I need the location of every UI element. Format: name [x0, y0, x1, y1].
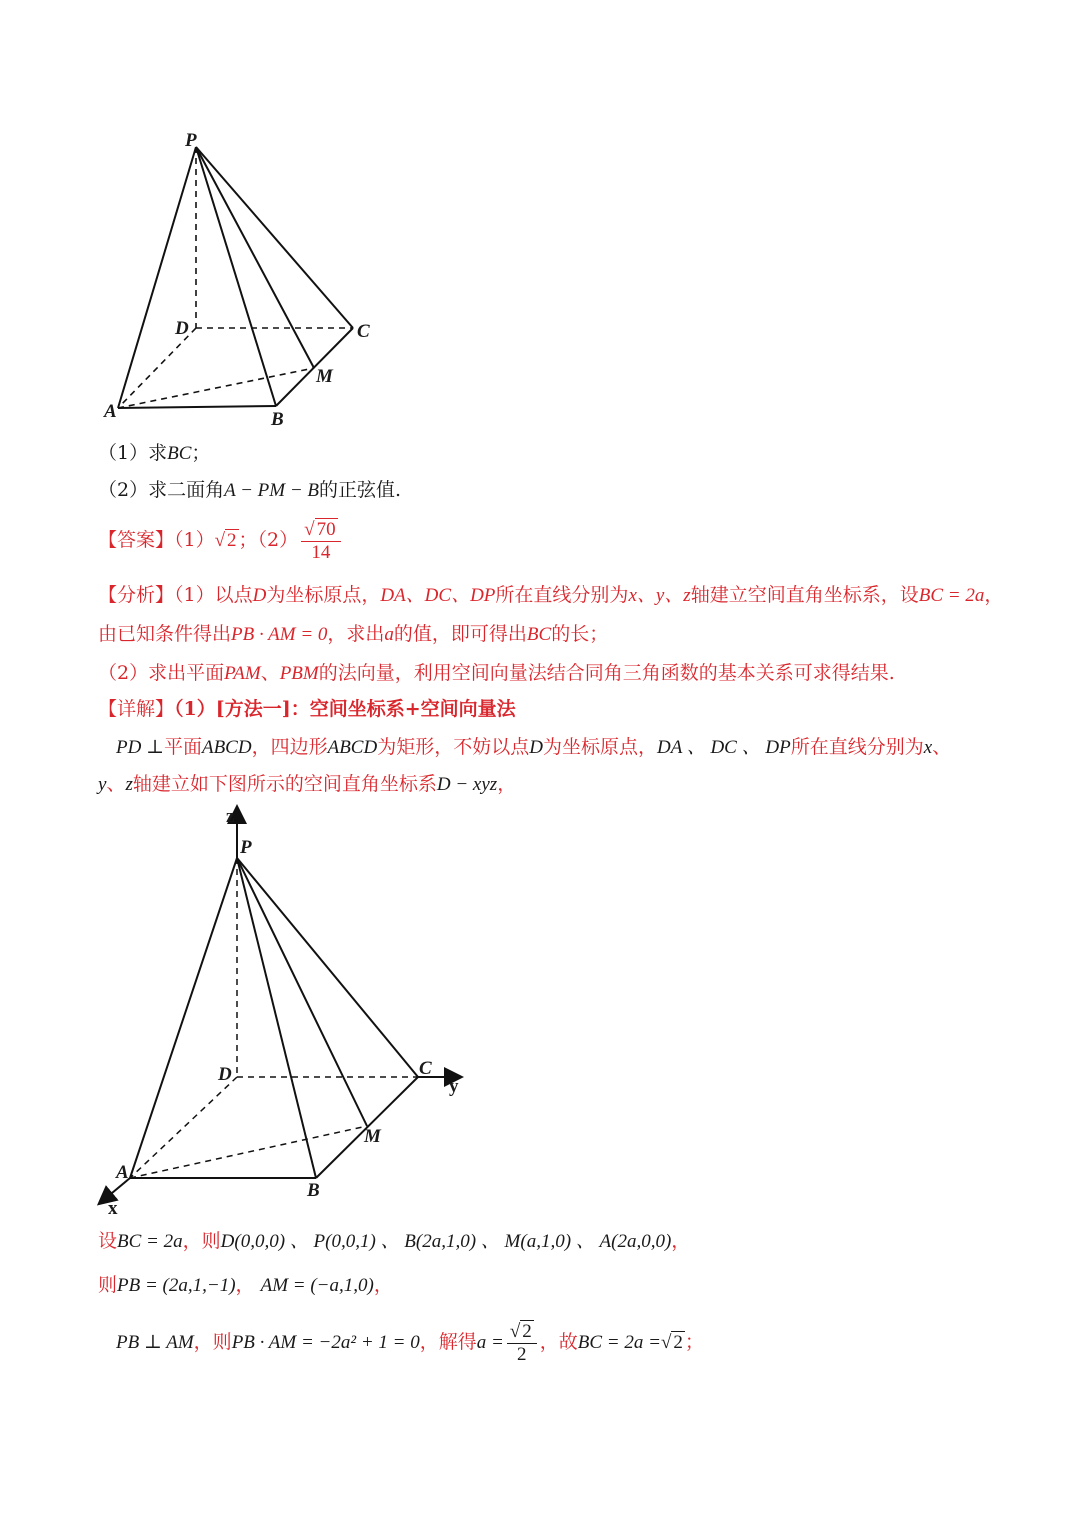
label-y: y [449, 1076, 459, 1097]
label-x: x [108, 1198, 118, 1219]
label-P: P [185, 130, 197, 151]
label-z: z [226, 806, 235, 827]
coords-line-1: 设BC = 2a，则D(0,0,0) 、 P(0,0,1) 、 B(2a,1,0) 、 M(a,1,0) 、 A(2a,0,0)， [98, 1230, 691, 1252]
figure-pyramid-2 [90, 800, 480, 1220]
label-A: A [104, 401, 117, 422]
label-C: C [357, 321, 370, 342]
edge-PB [196, 147, 276, 406]
figure-pyramid-1 [90, 120, 410, 430]
label-M: M [364, 1126, 381, 1147]
coords-line-3: PB ⊥ AM，则PB · AM = −2a² + 1 = 0，解得a = $\frac{√ 2}{2}$ ，故BC = 2a =√ 2 ； [116, 1321, 704, 1365]
edge-PC [196, 147, 353, 328]
edge-AB [118, 406, 276, 408]
analysis-line-2: 由已知条件得出PB · AM = 0，求出a的值，即可得出BC的长； [98, 623, 609, 645]
answer-line: 【答案】（1）√ 2 ；（2） $\frac{√ 70}{14}$ [98, 518, 344, 564]
label-B: B [307, 1180, 320, 1201]
question-1: （1）求BC； [98, 442, 211, 464]
edge-BC [276, 328, 353, 406]
edge-PA [130, 858, 237, 1178]
edge-AM-hidden [130, 1126, 367, 1178]
label-M: M [316, 366, 333, 387]
analysis-line-1: 【分析】（1）以点D为坐标原点，DA、DC、DP所在直线分别为x、y、z轴建立空间直角坐标系，设BC = 2a， [98, 584, 1004, 606]
question-2: （2）求二面角A − PM − B的正弦值. [98, 479, 402, 501]
detail-line-2: y、z轴建立如下图所示的空间直角坐标系D − xyz， [98, 773, 517, 795]
pyramid-diagram-2 [90, 800, 480, 1220]
detail-line-1: PD ⊥平面ABCD，四边形ABCD为矩形，不妨以点D为坐标原点，DA 、 DC 、 DP所在直线分别为x、 [116, 736, 952, 758]
label-P: P [240, 837, 252, 858]
detail-heading: 【详解】（1）[方法一]：空间坐标系+空间向量法 [98, 698, 516, 720]
label-D: D [218, 1064, 232, 1085]
label-C: C [419, 1058, 432, 1079]
label-A: A [116, 1162, 129, 1183]
label-B: B [271, 409, 284, 430]
edge-AM-hidden [118, 368, 314, 408]
pyramid-diagram-1 [90, 120, 410, 430]
label-D: D [175, 318, 189, 339]
analysis-line-3: （2）求出平面PAM、PBM的法向量，利用空间向量法结合同角三角函数的基本关系可求得结果. [98, 662, 895, 684]
coords-line-2: 则PB = (2a,1,−1)， AM = (−a,1,0)， [98, 1274, 393, 1296]
